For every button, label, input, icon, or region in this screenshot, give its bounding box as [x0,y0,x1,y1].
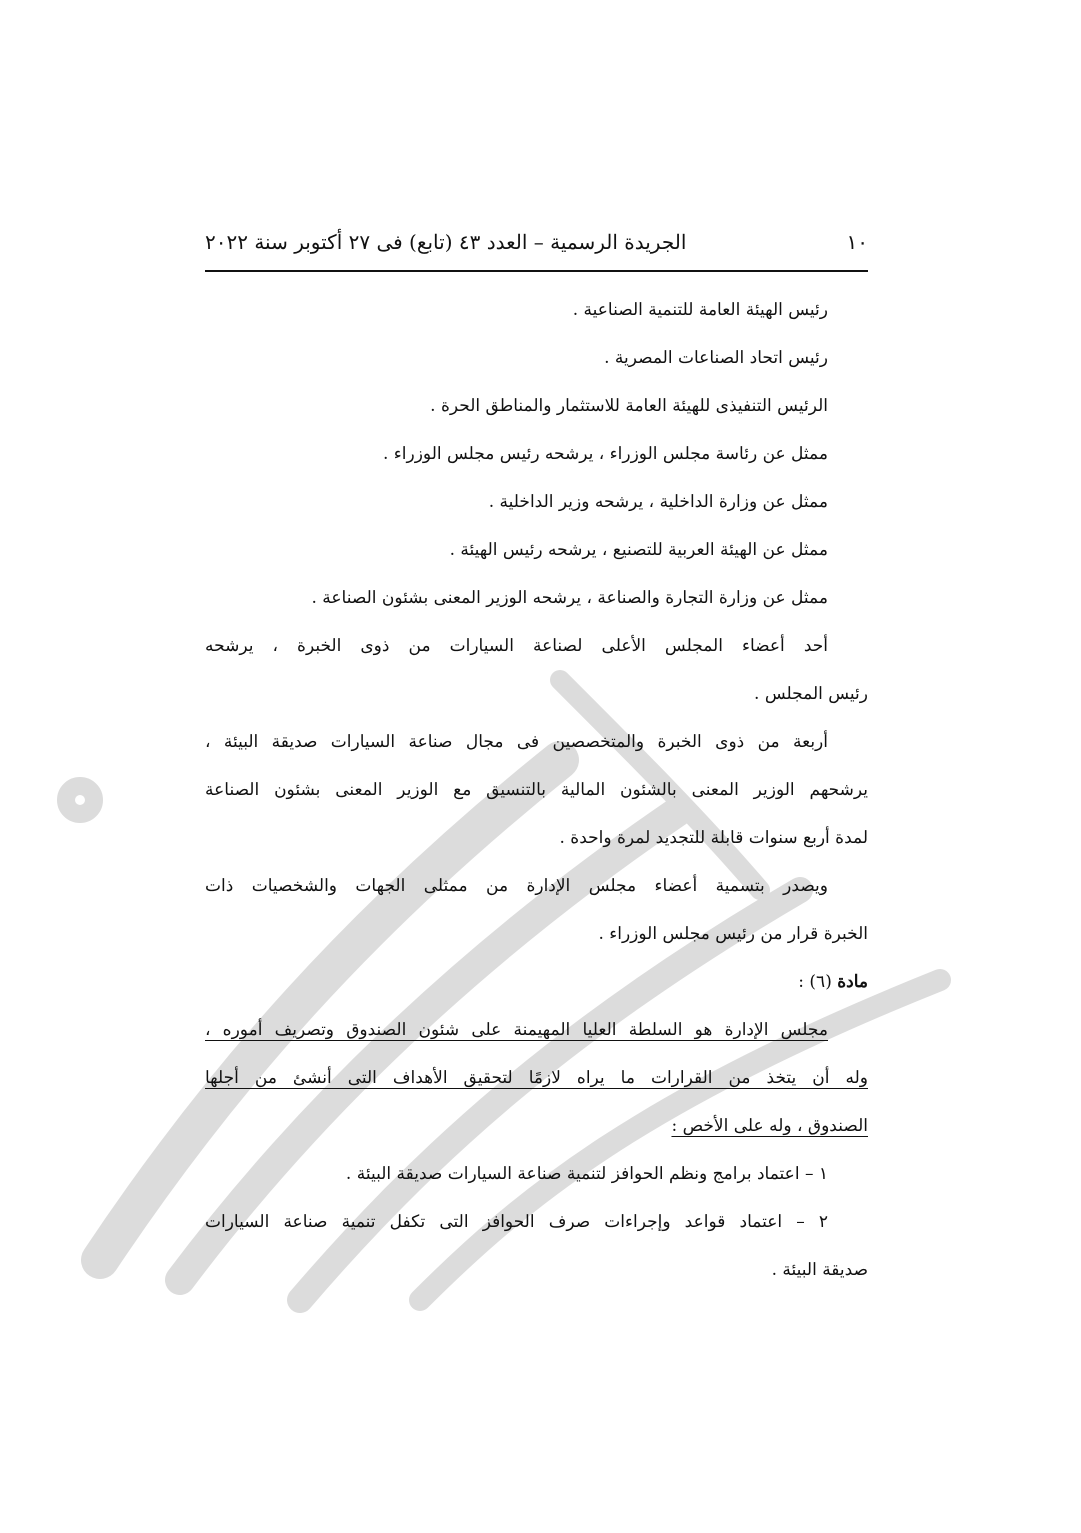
text-line [205,1102,868,1150]
text-line: ممثل عن رئاسة مجلس الوزراء ، يرشحه رئيس مجلس الوزراء . [382,444,828,464]
text-line: أربعة من ذوى الخبرة والمتخصصين فى مجال صناعة السيارات صديقة البيئة ، [205,732,828,752]
page-number: ١٠ [846,230,868,254]
text-line: مجلس الإدارة هو السلطة العليا المهيمنة على شئون الصندوق وتصريف أموره ، [205,1020,828,1040]
text-line: ممثل عن الهيئة العربية للتصنيع ، يرشحه رئيس الهيئة . [449,540,828,560]
text-line: رئيس المجلس . [754,684,868,704]
text-line: الخبرة قرار من رئيس مجلس الوزراء . [598,924,868,944]
document-page [205,222,868,1294]
text-line: وله أن يتخذ من القرارات ما يراه لازمًا لتحقيق الأهداف التى أنشئ من أجلها [205,1068,868,1088]
text-line: ممثل عن وزارة التجارة والصناعة ، يرشحه الوزير المعنى بشئون الصناعة . [311,588,828,608]
article-number: (٦) : [798,972,832,992]
text-line: ويصدر بتسمية أعضاء مجلس الإدارة من ممثلى الجهات والشخصيات ذات [205,876,828,896]
text-line: ١ – اعتماد برامج ونظم الحوافز لتنمية صناعة السيارات صديقة البيئة . [345,1164,828,1184]
text-line: ٢ – اعتماد قواعد وإجراءات صرف الحوافز التى تكفل تنمية صناعة السيارات [205,1212,828,1232]
text-line: أحد أعضاء المجلس الأعلى لصناعة السيارات من ذوى الخبرة ، يرشحه [205,636,828,656]
page-header [205,222,868,272]
text-line: رئيس اتحاد الصناعات المصرية . [604,348,828,368]
article-label: مادة [837,972,868,992]
text-line: ممثل عن وزارة الداخلية ، يرشحه وزير الداخلية . [488,492,828,512]
text-line: لمدة أربع سنوات قابلة للتجديد لمرة واحدة . [559,828,868,848]
article-heading [205,958,868,1006]
underlined-text: الصندوق ، وله على الأخص : [671,1116,868,1136]
text-line: يرشحهم الوزير المعنى بالشئون المالية بالتنسيق مع الوزير المعنى بشئون الصناعة [205,780,868,800]
text-line: الرئيس التنفيذى للهيئة العامة للاستثمار والمناطق الحرة . [430,396,828,416]
document-body [205,272,868,1294]
text-line: صديقة البيئة . [771,1260,868,1280]
text-line: رئيس الهيئة العامة للتنمية الصناعية . [572,300,828,320]
gazette-title: الجريدة الرسمية – العدد ٤٣ (تابع) فى ٢٧ أكتوبر سنة ٢٠٢٢ [205,230,687,254]
